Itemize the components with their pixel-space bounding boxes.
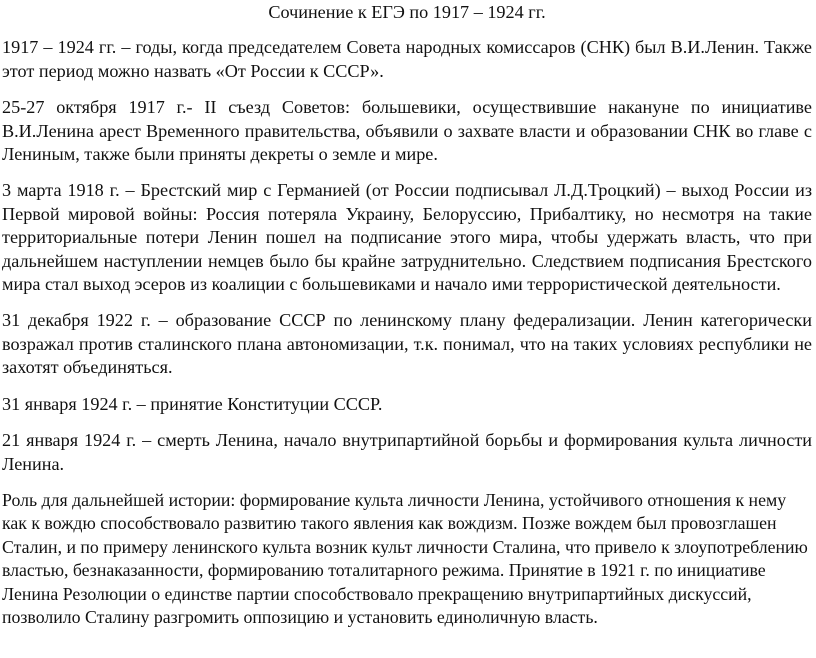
document-title: Сочинение к ЕГЭ по 1917 – 1924 гг.	[268, 2, 546, 22]
paragraph-constitution: 31 января 1924 г. – принятие Конституции СССР.	[2, 393, 383, 414]
paragraph-lenin-death: 21 января 1924 г. – смерть Ленина, начало внутрипартийной борьбы и формирования культа личности Ленина.	[2, 430, 812, 474]
paragraph-historical-role: Роль для дальнейшей истории: формирование культа личности Ленина, устойчивого отношения к нему как к вождю способствовало развитию такого явления как вождизм. Позже вождем был провозглашен Сталин, и по примеру ленинского культа возник культ личности Сталина, что привело к злоупотреблению властью, безнаказанности, формированию тоталитарного режима. Принятие в 1921 г. по инициативе Ленина Резолюции о единстве партии способствовало прекращению внутрипартийных дискуссий, позволило Сталину разгромить оппозицию и установить единоличную власть.	[2, 489, 808, 627]
paragraph-ussr-formation: 31 декабря 1922 г. – образование СССР по ленинскому плану федерализации. Ленин категорически возражал против сталинского плана автономизации, т.к. понимал, что на таких условиях республики не захотят объединяться.	[2, 310, 812, 378]
paragraph-october-1917: 25-27 октября 1917 г.- II съезд Советов: большевики, осуществившие накануне по инициативе В.И.Ленина арест Временного правительства, объявили о захвате власти и образовании СНК во главе с Лениным, также были приняты декреты о земле и мире.	[2, 97, 812, 165]
paragraph-brest-peace: 3 марта 1918 г. – Брестский мир с Германией (от России подписывал Л.Д.Троцкий) – выход России из Первой мировой войны: Россия потеряла Украину, Белоруссию, Прибалтику, но несмотря на такие территориальные потери Ленин пошел на подписание этого мира, чтобы удержать власть, что при дальнейшем наступлении немцев было бы крайне затруднительно. Следствием подписания Брестского мира стал выход эсеров из коалиции с большевиками и начало ими террористической деятельности.	[2, 180, 812, 295]
paragraph-overview: 1917 – 1924 гг. – годы, когда председателем Совета народных комиссаров (СНК) был В.И.Ленин. Также этот период можно назвать «От России к СССР».	[2, 37, 812, 81]
